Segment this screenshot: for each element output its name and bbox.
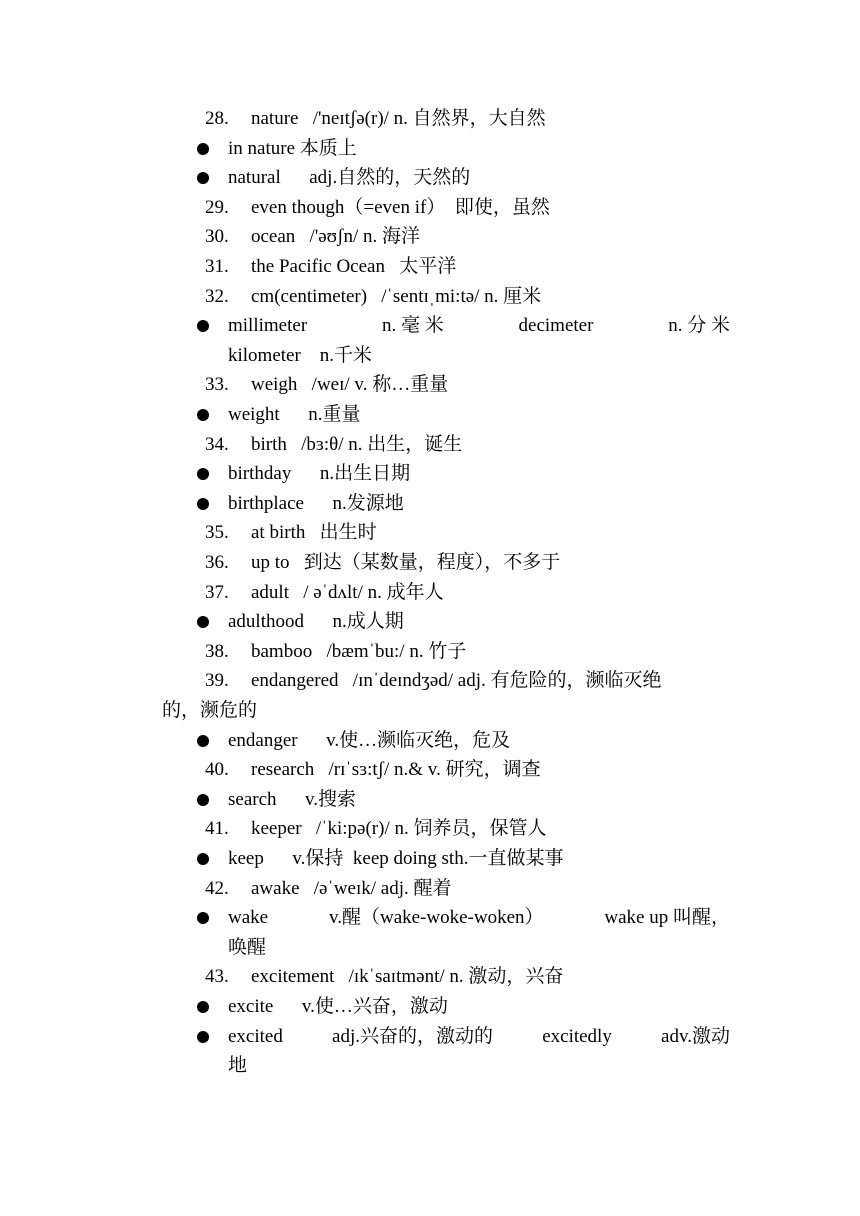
entry-number: 29. [205, 196, 229, 218]
related-word-part: wake [228, 907, 269, 929]
entry-text: adult / əˈdʌlt/ n. 成年人 [251, 581, 444, 603]
related-word [0, 137, 860, 161]
entry-text: keeper /ˈki:pə(r)/ n. 饲养员，保管人 [251, 818, 547, 840]
related-word-text [228, 906, 730, 930]
continuation-text: 唤醒 [228, 936, 267, 958]
entry-text: research /rɪˈsɜ:tʃ/ n.& v. 研究，调查 [251, 759, 541, 781]
related-word [0, 788, 860, 812]
vocab-entry [0, 669, 860, 693]
vocab-entry [0, 581, 860, 605]
entry-number: 40. [205, 759, 229, 781]
related-word-part: adv.激动 [661, 1025, 730, 1047]
vocab-entry [0, 817, 860, 841]
continuation-text: 的，濒危的 [162, 700, 258, 721]
entry-text: cm(centimeter) /ˈsentɪˌmi:tə/ n. 厘米 [251, 285, 542, 307]
related-word-text: search v.搜索 [228, 788, 357, 810]
entry-text: at birth 出生时 [251, 522, 377, 544]
vocab-entry [0, 225, 860, 249]
entry-text: bamboo /bæmˈbu:/ n. 竹子 [251, 640, 467, 662]
vocab-entry [0, 758, 860, 782]
related-word-part: n. 分 米 [668, 315, 730, 337]
related-word-part: wake up 叫醒， [604, 907, 730, 929]
vocab-entry [0, 640, 860, 664]
vocab-entry [0, 521, 860, 545]
related-word [0, 492, 860, 516]
entry-text: excitement /ɪkˈsaɪtmənt/ n. 激动，兴奋 [251, 966, 564, 988]
related-word-text: in nature 本质上 [228, 137, 357, 159]
vocab-entry [0, 285, 860, 309]
related-word-part: v.醒（wake-woke-woken） [328, 907, 544, 929]
vocab-entry [0, 373, 860, 397]
entry-text: the Pacific Ocean 太平洋 [251, 256, 457, 277]
entry-text: even though（=even if） 即使，虽然 [251, 196, 550, 218]
vocab-entry [0, 551, 860, 575]
entry-number: 42. [205, 877, 229, 899]
entry-number: 30. [205, 226, 229, 248]
related-word [0, 1025, 860, 1049]
related-word-text: natural adj.自然的，天然的 [228, 167, 471, 189]
related-word-text: weight n.重量 [228, 404, 361, 425]
entry-text: ocean /'əʊʃn/ n. 海洋 [251, 226, 420, 248]
entry-number: 32. [205, 285, 229, 307]
vocab-entry [0, 877, 860, 901]
vocab-entry [0, 196, 860, 220]
related-word-text: adulthood n.成人期 [228, 611, 404, 633]
related-word-part: n. 毫 米 [381, 315, 444, 337]
bullet-icon [197, 143, 209, 155]
related-word-text: birthplace n.发源地 [228, 492, 404, 514]
related-word-part: decimeter [518, 315, 594, 337]
related-word-part: excitedly [542, 1025, 612, 1047]
entry-number: 41. [205, 818, 229, 840]
continuation-text: 地 [228, 1055, 248, 1077]
related-word [0, 403, 860, 427]
entry-text: weigh /weɪ/ v. 称…重量 [251, 374, 449, 396]
related-word [0, 995, 860, 1019]
entry-text: nature /'neɪtʃə(r)/ n. 自然界，大自然 [251, 108, 546, 129]
bullet-icon [197, 468, 209, 480]
related-word-text [228, 1025, 730, 1049]
entry-number: 28. [205, 108, 229, 129]
entry-number: 34. [205, 433, 229, 455]
entry-number: 31. [205, 256, 229, 277]
related-word [0, 729, 860, 753]
related-word [0, 906, 860, 930]
entry-number: 33. [205, 374, 229, 396]
bullet-icon [197, 853, 209, 865]
entry-number: 39. [205, 670, 229, 692]
entry-number: 37. [205, 581, 229, 603]
continuation-text: kilometer n.千米 [228, 344, 373, 366]
related-word-text: endanger v.使…濒临灭绝，危及 [228, 729, 511, 751]
entry-text: up to 到达（某数量，程度），不多于 [251, 552, 561, 573]
bullet-icon [197, 735, 209, 747]
bullet-icon [197, 1001, 209, 1013]
related-word-part: adj.兴奋的，激动的 [332, 1025, 494, 1047]
bullet-icon [197, 912, 209, 924]
entry-text: birth /bɜ:θ/ n. 出生，诞生 [251, 433, 463, 455]
entry-number: 38. [205, 640, 229, 662]
related-word [0, 847, 860, 871]
entry-text: endangered /ɪnˈdeɪndʒəd/ adj. 有危险的，濒临灭绝 [251, 670, 662, 692]
related-word-text: keep v.保持 keep doing sth.一直做某事 [228, 848, 564, 869]
bullet-icon [197, 409, 209, 421]
vocab-entry [0, 255, 860, 279]
related-word [0, 610, 860, 634]
bullet-icon [197, 616, 209, 628]
entry-number: 43. [205, 966, 229, 988]
bullet-icon [197, 794, 209, 806]
bullet-icon [197, 172, 209, 184]
entry-text: awake /əˈweɪk/ adj. 醒着 [251, 877, 452, 899]
related-word [0, 314, 860, 338]
related-word [0, 166, 860, 190]
related-word-part: millimeter [228, 315, 308, 337]
entry-number: 35. [205, 522, 229, 544]
entry-number: 36. [205, 552, 229, 573]
related-word-part: excited [228, 1025, 283, 1047]
vocab-entry [0, 433, 860, 457]
vocab-entry [0, 107, 860, 131]
bullet-icon [197, 498, 209, 510]
bullet-icon [197, 1031, 209, 1043]
related-word-continuation [0, 1054, 860, 1078]
bullet-icon [197, 320, 209, 332]
related-word-text: excite v.使…兴奋，激动 [228, 996, 448, 1017]
related-word-text [228, 314, 730, 338]
related-word [0, 462, 860, 486]
related-word-continuation [0, 344, 860, 368]
related-word-text: birthday n.出生日期 [228, 463, 411, 485]
entry-continuation [0, 699, 860, 723]
vocab-entry [0, 965, 860, 989]
related-word-continuation [0, 936, 860, 960]
